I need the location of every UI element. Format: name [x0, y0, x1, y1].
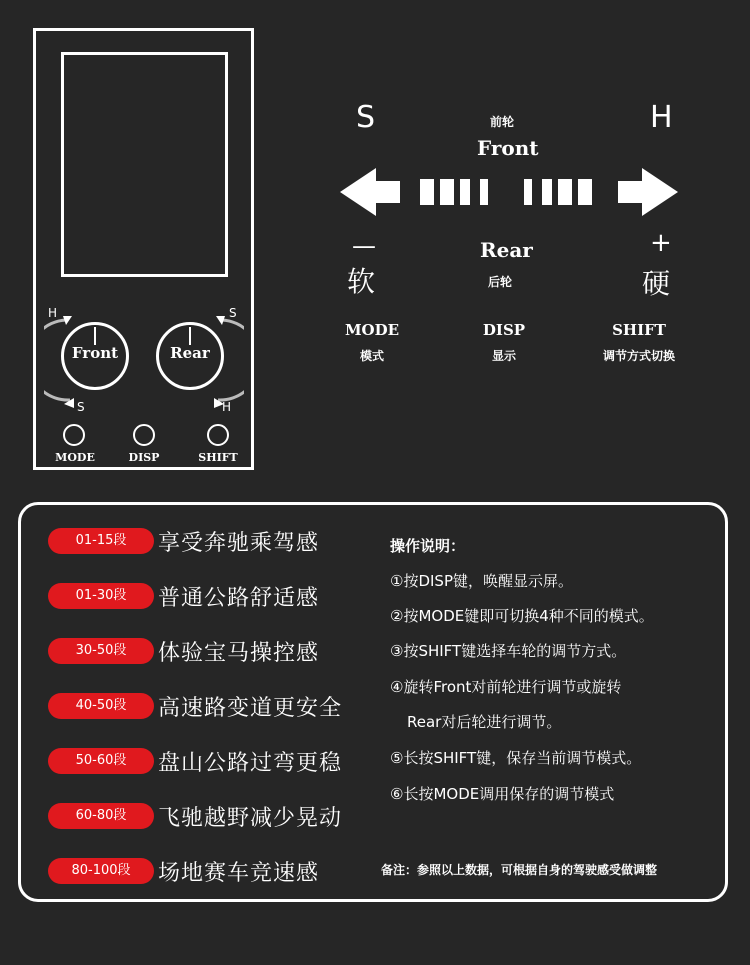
- mode-button[interactable]: [63, 424, 85, 446]
- rear-knob-bottom-marker: H: [222, 400, 232, 414]
- mode-description: 盘山公路过弯更稳: [158, 751, 343, 776]
- instruction-step: ⑤长按SHIFT键，保存当前调节模式。: [390, 749, 642, 767]
- mode-range-badge: 80-100段: [48, 858, 154, 884]
- rear-wheel-cn-label: 后轮: [488, 275, 513, 289]
- plus-sign: +: [650, 228, 672, 258]
- instructions-title: 操作说明：: [390, 537, 466, 555]
- hard-end-letter: H: [650, 100, 673, 135]
- shift-button-label: SHIFT: [198, 451, 238, 464]
- instruction-step: ②按MODE键即可切换4种不同的模式。: [390, 607, 654, 625]
- front-knob-top-marker: H: [48, 306, 58, 320]
- mode-range-badge: 30-50段: [48, 638, 154, 664]
- front-knob-bottom-marker: S: [77, 400, 85, 414]
- soft-end-letter: S: [356, 100, 376, 135]
- mode-description: 普通公路舒适感: [158, 586, 320, 611]
- disp-button-label: DISP: [128, 451, 160, 464]
- rear-knob-top-marker: S: [229, 306, 237, 320]
- disp-function-en: DISP: [482, 321, 526, 339]
- display-screen: [61, 52, 228, 277]
- instruction-step: ⑥长按MODE调用保存的调节模式: [390, 785, 615, 803]
- mode-function-en: MODE: [344, 321, 400, 339]
- front-wheel-en-label: Front: [477, 136, 539, 160]
- instruction-step: ④旋转Front对前轮进行调节或旋转: [390, 678, 622, 696]
- instruction-step-continued: Rear对后轮进行调节。: [407, 713, 562, 731]
- mode-description: 体验宝马操控感: [158, 641, 320, 666]
- rear-knob-indicator: [189, 327, 191, 345]
- mode-button-label: MODE: [55, 451, 95, 464]
- front-knob-label: Front: [71, 344, 119, 362]
- mode-description: 享受奔驰乘驾感: [158, 531, 320, 556]
- mode-description: 高速路变道更安全: [158, 696, 343, 721]
- disp-button[interactable]: [133, 424, 155, 446]
- mode-range-badge: 40-50段: [48, 693, 154, 719]
- front-wheel-cn-label: 前轮: [490, 115, 515, 129]
- shift-function-cn: 调节方式切换: [602, 349, 675, 363]
- mode-range-badge: 50-60段: [48, 748, 154, 774]
- instruction-step: ①按DISP键，唤醒显示屏。: [390, 572, 573, 590]
- mode-function-cn: 模式: [359, 349, 384, 363]
- rear-knob[interactable]: [156, 322, 224, 390]
- mode-range-badge: 01-15段: [48, 528, 154, 554]
- adjustment-note: 备注：参照以上数据，可根据自身的驾驶感受做调整: [381, 863, 658, 877]
- rear-knob-label: Rear: [170, 344, 210, 362]
- front-knob[interactable]: [61, 322, 129, 390]
- instruction-step: ③按SHIFT键选择车轮的调节方式。: [390, 642, 627, 660]
- front-knob-indicator: [94, 327, 96, 345]
- mode-description: 飞驰越野减少晃动: [158, 806, 343, 831]
- shift-button[interactable]: [207, 424, 229, 446]
- mode-range-badge: 60-80段: [48, 803, 154, 829]
- mode-range-badge: 01-30段: [48, 583, 154, 609]
- hard-label: 硬: [642, 267, 671, 300]
- soft-label: 软: [347, 265, 376, 298]
- minus-sign: —: [352, 232, 376, 260]
- disp-function-cn: 显示: [491, 349, 516, 363]
- mode-description: 场地赛车竞速感: [158, 861, 320, 886]
- adjustment-scale-arrow-icon: [340, 168, 678, 216]
- shift-function-en: SHIFT: [612, 321, 666, 339]
- rear-wheel-en-label: Rear: [480, 238, 533, 262]
